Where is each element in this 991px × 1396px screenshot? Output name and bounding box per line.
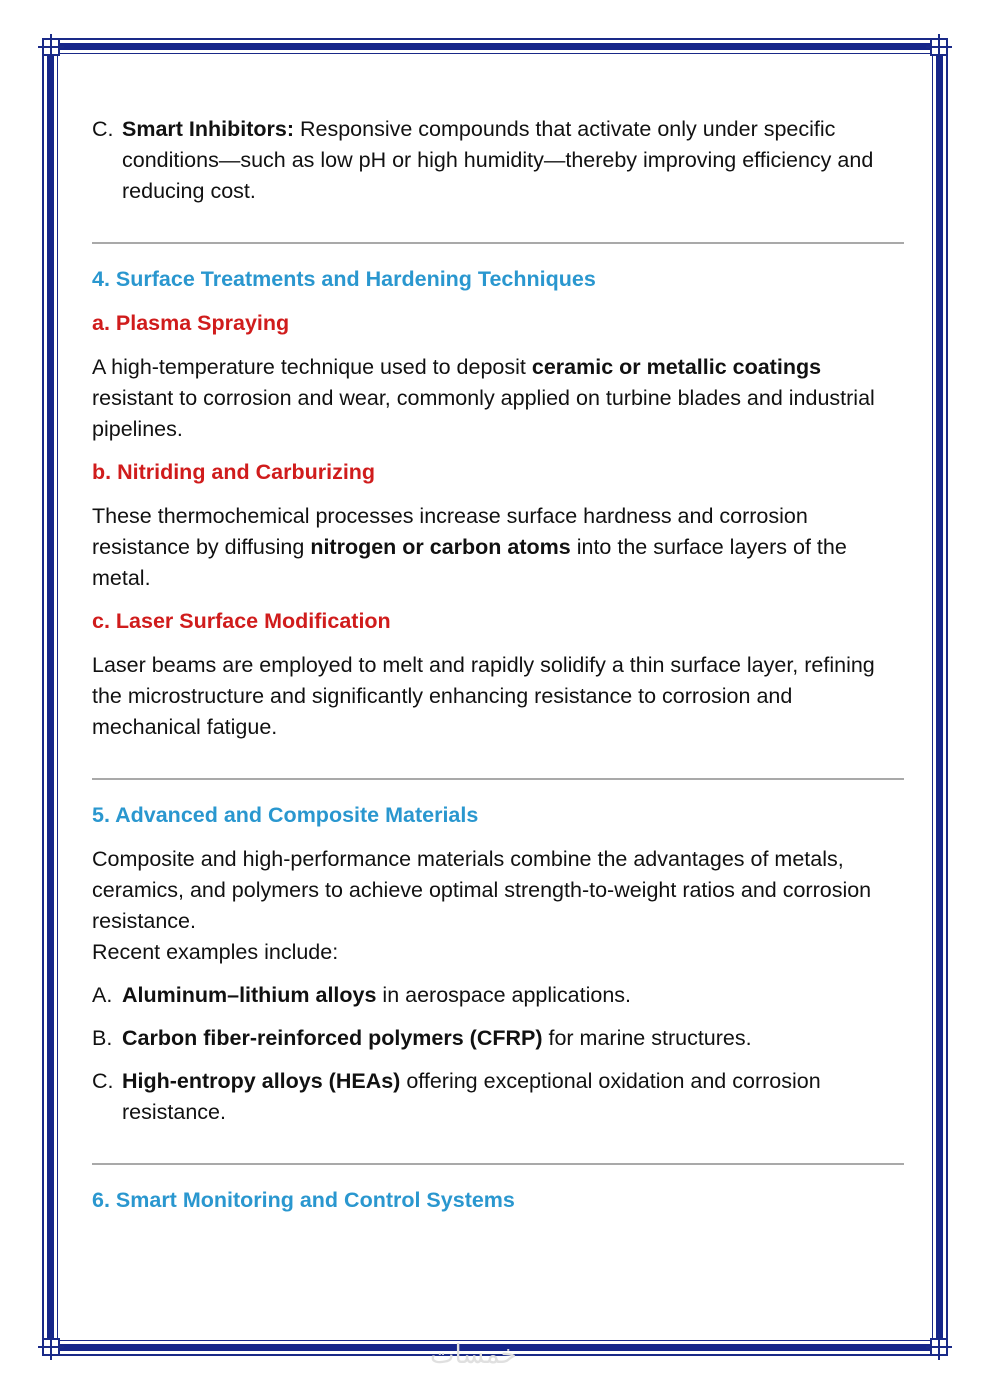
section-divider bbox=[92, 778, 904, 780]
text-segment: A high-temperature technique used to deposit bbox=[92, 355, 532, 379]
text-segment: into the surface layers of the metal. bbox=[92, 535, 847, 590]
bold-term: ceramic or metallic coatings bbox=[531, 355, 822, 379]
bold-term: Aluminum–lithium alloys bbox=[122, 983, 377, 1007]
list-marker: B. bbox=[92, 1026, 113, 1050]
list-item-example-b bbox=[92, 1023, 904, 1054]
list-text bbox=[122, 1023, 904, 1054]
paragraph-laser-surface-modification: Laser beams are employed to melt and rapidly solidify a thin surface layer, refining the microstructure and significantly enhancing resistance to corrosion and mechanical fatigue. bbox=[92, 653, 875, 739]
item-description: Responsive compounds that activate only under specific conditions—such as low pH or high humidity—thereby improving efficiency and reducing cost. bbox=[122, 117, 874, 203]
item-description: for marine structures. bbox=[542, 1026, 752, 1050]
bold-term: nitrogen or carbon atoms bbox=[310, 535, 571, 559]
subheading-laser-surface-modification: c. Laser Surface Modification bbox=[92, 609, 391, 633]
list-item-example-a bbox=[92, 980, 904, 1011]
paragraph-nitriding-carburizing bbox=[92, 501, 904, 594]
examples-label: Recent examples include: bbox=[92, 940, 339, 964]
section-divider bbox=[92, 242, 904, 244]
bold-term: Carbon fiber-reinforced polymers (CFRP) bbox=[122, 1026, 543, 1050]
list-text bbox=[122, 980, 904, 1011]
list-marker: A. bbox=[92, 983, 113, 1007]
subheading-plasma-spraying: a. Plasma Spraying bbox=[92, 311, 290, 335]
text-segment: resistant to corrosion and wear, commonly applied on turbine blades and industrial pipelines. bbox=[92, 386, 875, 441]
section-heading-6: 6. Smart Monitoring and Control Systems bbox=[92, 1188, 515, 1212]
list-marker: C. bbox=[92, 1069, 114, 1093]
list-item-smart-inhibitors bbox=[92, 114, 904, 207]
list-text bbox=[122, 1066, 904, 1128]
bold-term: High-entropy alloys (HEAs) bbox=[122, 1069, 401, 1093]
subheading-nitriding-carburizing: b. Nitriding and Carburizing bbox=[92, 460, 376, 484]
paragraph-composite-intro: Composite and high-performance materials combine the advantages of metals, ceramics, and polymers to achieve optimal strength-to-weight ratios and corrosion resistance. bbox=[92, 847, 872, 933]
section-heading-5: 5. Advanced and Composite Materials bbox=[92, 803, 479, 827]
corner-ornament-bottom-left bbox=[42, 1338, 60, 1356]
watermark: خمسات bbox=[430, 1340, 517, 1370]
bold-term: Smart Inhibitors: bbox=[122, 117, 295, 141]
corner-ornament-top-left bbox=[42, 38, 60, 56]
corner-ornament-top-right bbox=[930, 38, 948, 56]
corner-ornament-bottom-right bbox=[930, 1338, 948, 1356]
list-marker: C. bbox=[92, 117, 114, 141]
section-divider bbox=[92, 1163, 904, 1165]
text-segment: These thermochemical processes increase surface hardness and corrosion resistance by diffusing bbox=[92, 504, 808, 559]
list-text bbox=[122, 114, 904, 207]
item-description: offering exceptional oxidation and corrosion resistance. bbox=[122, 1069, 821, 1124]
section-heading-4: 4. Surface Treatments and Hardening Techniques bbox=[92, 267, 596, 291]
paragraph-plasma-spraying bbox=[92, 352, 904, 445]
item-description: in aerospace applications. bbox=[376, 983, 632, 1007]
document-content bbox=[92, 114, 904, 1229]
list-item-example-c bbox=[92, 1066, 904, 1128]
